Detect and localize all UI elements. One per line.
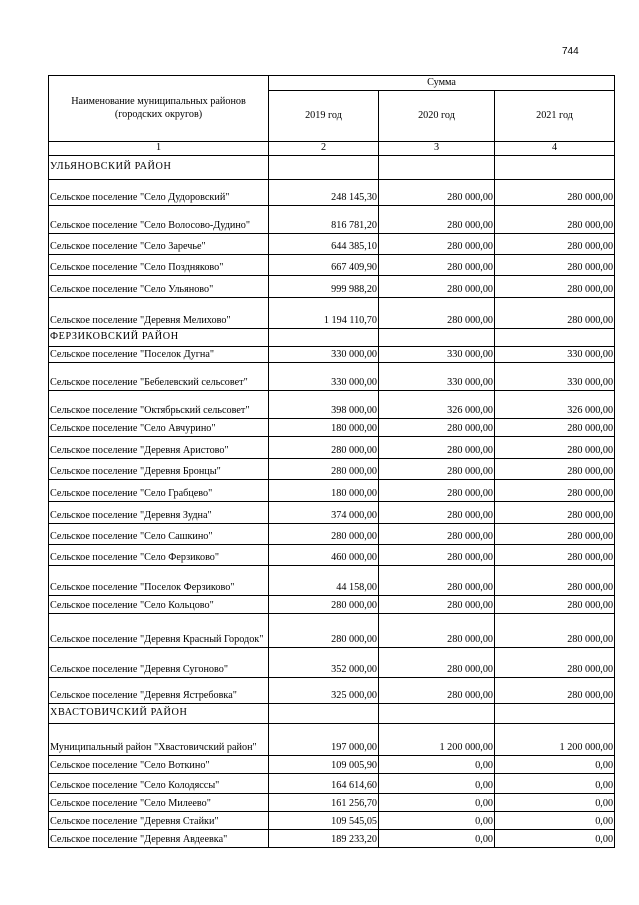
amount-2020: 280 000,00 xyxy=(379,254,495,275)
amount-2020: 280 000,00 xyxy=(379,436,495,458)
settlement-name: Сельское поселение "Деревня Мелихово" xyxy=(49,297,269,328)
settlement-name: Сельское поселение "Поселок Ферзиково" xyxy=(49,565,269,595)
settlement-name: Сельское поселение "Село Сашкино" xyxy=(49,523,269,544)
amount-2019: 161 256,70 xyxy=(269,793,379,811)
amount-2019: 44 158,00 xyxy=(269,565,379,595)
amount-2020: 0,00 xyxy=(379,829,495,847)
amount-2021: 280 000,00 xyxy=(495,418,615,436)
amount-2021: 280 000,00 xyxy=(495,677,615,703)
amount-2021: 0,00 xyxy=(495,829,615,847)
header-year-2019: 2019 год xyxy=(269,91,379,142)
amount-2021: 280 000,00 xyxy=(495,501,615,523)
amount-2021: 280 000,00 xyxy=(495,179,615,205)
empty-cell xyxy=(495,703,615,723)
settlement-name: Сельское поселение "Село Заречье" xyxy=(49,233,269,254)
amount-2019: 164 614,60 xyxy=(269,773,379,793)
amount-2019: 197 000,00 xyxy=(269,723,379,755)
column-number: 3 xyxy=(379,142,495,156)
amount-2019: 374 000,00 xyxy=(269,501,379,523)
amount-2020: 280 000,00 xyxy=(379,458,495,479)
settlement-name: Сельское поселение "Село Кольцово" xyxy=(49,595,269,613)
amount-2020: 330 000,00 xyxy=(379,362,495,390)
amount-2021: 1 200 000,00 xyxy=(495,723,615,755)
amount-2020: 280 000,00 xyxy=(379,479,495,501)
empty-cell xyxy=(269,703,379,723)
header-year-2020: 2020 год xyxy=(379,91,495,142)
amount-2021: 0,00 xyxy=(495,811,615,829)
amount-2020: 280 000,00 xyxy=(379,179,495,205)
amount-2019: 280 000,00 xyxy=(269,595,379,613)
district-row xyxy=(49,155,615,179)
amount-2019: 280 000,00 xyxy=(269,458,379,479)
settlement-name: Сельское поселение "Село Милеево" xyxy=(49,793,269,811)
amount-2020: 280 000,00 xyxy=(379,418,495,436)
table-row xyxy=(49,647,615,677)
column-number: 1 xyxy=(49,142,269,156)
settlement-name: Сельское поселение "Деревня Стайки" xyxy=(49,811,269,829)
settlement-name: Муниципальный район "Хвастовичский район" xyxy=(49,723,269,755)
empty-cell xyxy=(495,328,615,346)
amount-2021: 0,00 xyxy=(495,773,615,793)
amount-2021: 0,00 xyxy=(495,755,615,773)
settlement-name: Сельское поселение "Деревня Аристово" xyxy=(49,436,269,458)
table-row xyxy=(49,501,615,523)
amount-2020: 280 000,00 xyxy=(379,565,495,595)
amount-2021: 280 000,00 xyxy=(495,458,615,479)
settlement-name: Сельское поселение "Село Ферзиково" xyxy=(49,544,269,565)
amount-2019: 460 000,00 xyxy=(269,544,379,565)
settlement-name: Сельское поселение "Бебелевский сельсовет" xyxy=(49,362,269,390)
table-row xyxy=(49,179,615,205)
table-row xyxy=(49,297,615,328)
amount-2019: 352 000,00 xyxy=(269,647,379,677)
settlement-name: Сельское поселение "Село Грабцево" xyxy=(49,479,269,501)
amount-2021: 280 000,00 xyxy=(495,595,615,613)
empty-cell xyxy=(269,155,379,179)
table-row xyxy=(49,565,615,595)
column-number: 4 xyxy=(495,142,615,156)
table-row xyxy=(49,723,615,755)
table-row xyxy=(49,829,615,847)
amount-2021: 280 000,00 xyxy=(495,297,615,328)
settlement-name: Сельское поселение "Октябрьский сельсовет" xyxy=(49,390,269,418)
amount-2019: 248 145,30 xyxy=(269,179,379,205)
amount-2021: 0,00 xyxy=(495,793,615,811)
amount-2021: 280 000,00 xyxy=(495,647,615,677)
header-name-column: Наименование муниципальных районов (городских округов) xyxy=(49,76,269,142)
amount-2019: 109 005,90 xyxy=(269,755,379,773)
amount-2021: 330 000,00 xyxy=(495,362,615,390)
settlement-name: Сельское поселение "Деревня Зудна" xyxy=(49,501,269,523)
district-row xyxy=(49,703,615,723)
amount-2020: 280 000,00 xyxy=(379,647,495,677)
district-name: УЛЬЯНОВСКИЙ РАЙОН xyxy=(49,155,269,179)
amount-2021: 280 000,00 xyxy=(495,565,615,595)
amount-2020: 280 000,00 xyxy=(379,205,495,233)
amount-2019: 667 409,90 xyxy=(269,254,379,275)
amount-2021: 280 000,00 xyxy=(495,233,615,254)
amount-2019: 189 233,20 xyxy=(269,829,379,847)
settlement-name: Сельское поселение "Село Воткино" xyxy=(49,755,269,773)
table-row xyxy=(49,436,615,458)
empty-cell xyxy=(379,328,495,346)
settlement-name: Сельское поселение "Деревня Сугоново" xyxy=(49,647,269,677)
settlement-name: Сельское поселение "Деревня Ястребовка" xyxy=(49,677,269,703)
amount-2019: 180 000,00 xyxy=(269,418,379,436)
amount-2021: 280 000,00 xyxy=(495,254,615,275)
settlement-name: Сельское поселение "Село Авчурино" xyxy=(49,418,269,436)
table-row xyxy=(49,233,615,254)
table-row xyxy=(49,677,615,703)
amount-2020: 280 000,00 xyxy=(379,523,495,544)
amount-2020: 280 000,00 xyxy=(379,544,495,565)
empty-cell xyxy=(495,155,615,179)
table-row xyxy=(49,346,615,362)
table-row xyxy=(49,793,615,811)
amount-2019: 280 000,00 xyxy=(269,523,379,544)
amount-2020: 0,00 xyxy=(379,793,495,811)
settlement-name: Сельское поселение "Село Поздняково" xyxy=(49,254,269,275)
amount-2020: 0,00 xyxy=(379,755,495,773)
amount-2021: 280 000,00 xyxy=(495,523,615,544)
amount-2019: 280 000,00 xyxy=(269,613,379,647)
amount-2021: 280 000,00 xyxy=(495,205,615,233)
amount-2020: 280 000,00 xyxy=(379,501,495,523)
table-row xyxy=(49,811,615,829)
amount-2020: 0,00 xyxy=(379,773,495,793)
district-name: ХВАСТОВИЧСКИЙ РАЙОН xyxy=(49,703,269,723)
amount-2019: 280 000,00 xyxy=(269,436,379,458)
table-row xyxy=(49,390,615,418)
header-sum: Сумма xyxy=(269,76,615,91)
settlement-name: Сельское поселение "Село Колодяссы" xyxy=(49,773,269,793)
amount-2021: 326 000,00 xyxy=(495,390,615,418)
table-body xyxy=(49,155,615,847)
empty-cell xyxy=(269,328,379,346)
amount-2019: 999 988,20 xyxy=(269,275,379,297)
district-name: ФЕРЗИКОВСКИЙ РАЙОН xyxy=(49,328,269,346)
amount-2020: 280 000,00 xyxy=(379,297,495,328)
amount-2019: 325 000,00 xyxy=(269,677,379,703)
settlement-name: Сельское поселение "Село Волосово-Дудино" xyxy=(49,205,269,233)
settlement-name: Сельское поселение "Деревня Красный Городок" xyxy=(49,613,269,647)
table-row xyxy=(49,613,615,647)
amount-2019: 398 000,00 xyxy=(269,390,379,418)
budget-table xyxy=(48,75,615,848)
amount-2019: 816 781,20 xyxy=(269,205,379,233)
amount-2021: 280 000,00 xyxy=(495,436,615,458)
table-row xyxy=(49,479,615,501)
table-row xyxy=(49,205,615,233)
page-number: 744 xyxy=(562,46,579,57)
settlement-name: Сельское поселение "Село Дудоровский" xyxy=(49,179,269,205)
table-row xyxy=(49,458,615,479)
amount-2020: 280 000,00 xyxy=(379,275,495,297)
column-number: 2 xyxy=(269,142,379,156)
amount-2021: 330 000,00 xyxy=(495,346,615,362)
amount-2021: 280 000,00 xyxy=(495,544,615,565)
table-row xyxy=(49,523,615,544)
table-row xyxy=(49,275,615,297)
amount-2020: 330 000,00 xyxy=(379,346,495,362)
table-row xyxy=(49,418,615,436)
settlement-name: Сельское поселение "Деревня Авдеевка" xyxy=(49,829,269,847)
settlement-name: Сельское поселение "Село Ульяново" xyxy=(49,275,269,297)
amount-2019: 644 385,10 xyxy=(269,233,379,254)
amount-2019: 180 000,00 xyxy=(269,479,379,501)
amount-2020: 280 000,00 xyxy=(379,595,495,613)
empty-cell xyxy=(379,155,495,179)
amount-2021: 280 000,00 xyxy=(495,275,615,297)
amount-2021: 280 000,00 xyxy=(495,613,615,647)
table-row xyxy=(49,773,615,793)
amount-2019: 330 000,00 xyxy=(269,362,379,390)
table-row xyxy=(49,254,615,275)
table-row xyxy=(49,544,615,565)
amount-2021: 280 000,00 xyxy=(495,479,615,501)
amount-2020: 280 000,00 xyxy=(379,233,495,254)
amount-2019: 330 000,00 xyxy=(269,346,379,362)
amount-2019: 1 194 110,70 xyxy=(269,297,379,328)
table-row xyxy=(49,755,615,773)
settlement-name: Сельское поселение "Деревня Бронцы" xyxy=(49,458,269,479)
amount-2020: 280 000,00 xyxy=(379,613,495,647)
amount-2019: 109 545,05 xyxy=(269,811,379,829)
district-row xyxy=(49,328,615,346)
amount-2020: 326 000,00 xyxy=(379,390,495,418)
table-row xyxy=(49,595,615,613)
table-row xyxy=(49,362,615,390)
amount-2020: 1 200 000,00 xyxy=(379,723,495,755)
amount-2020: 280 000,00 xyxy=(379,677,495,703)
header-year-2021: 2021 год xyxy=(495,91,615,142)
settlement-name: Сельское поселение "Поселок Дугна" xyxy=(49,346,269,362)
amount-2020: 0,00 xyxy=(379,811,495,829)
empty-cell xyxy=(379,703,495,723)
